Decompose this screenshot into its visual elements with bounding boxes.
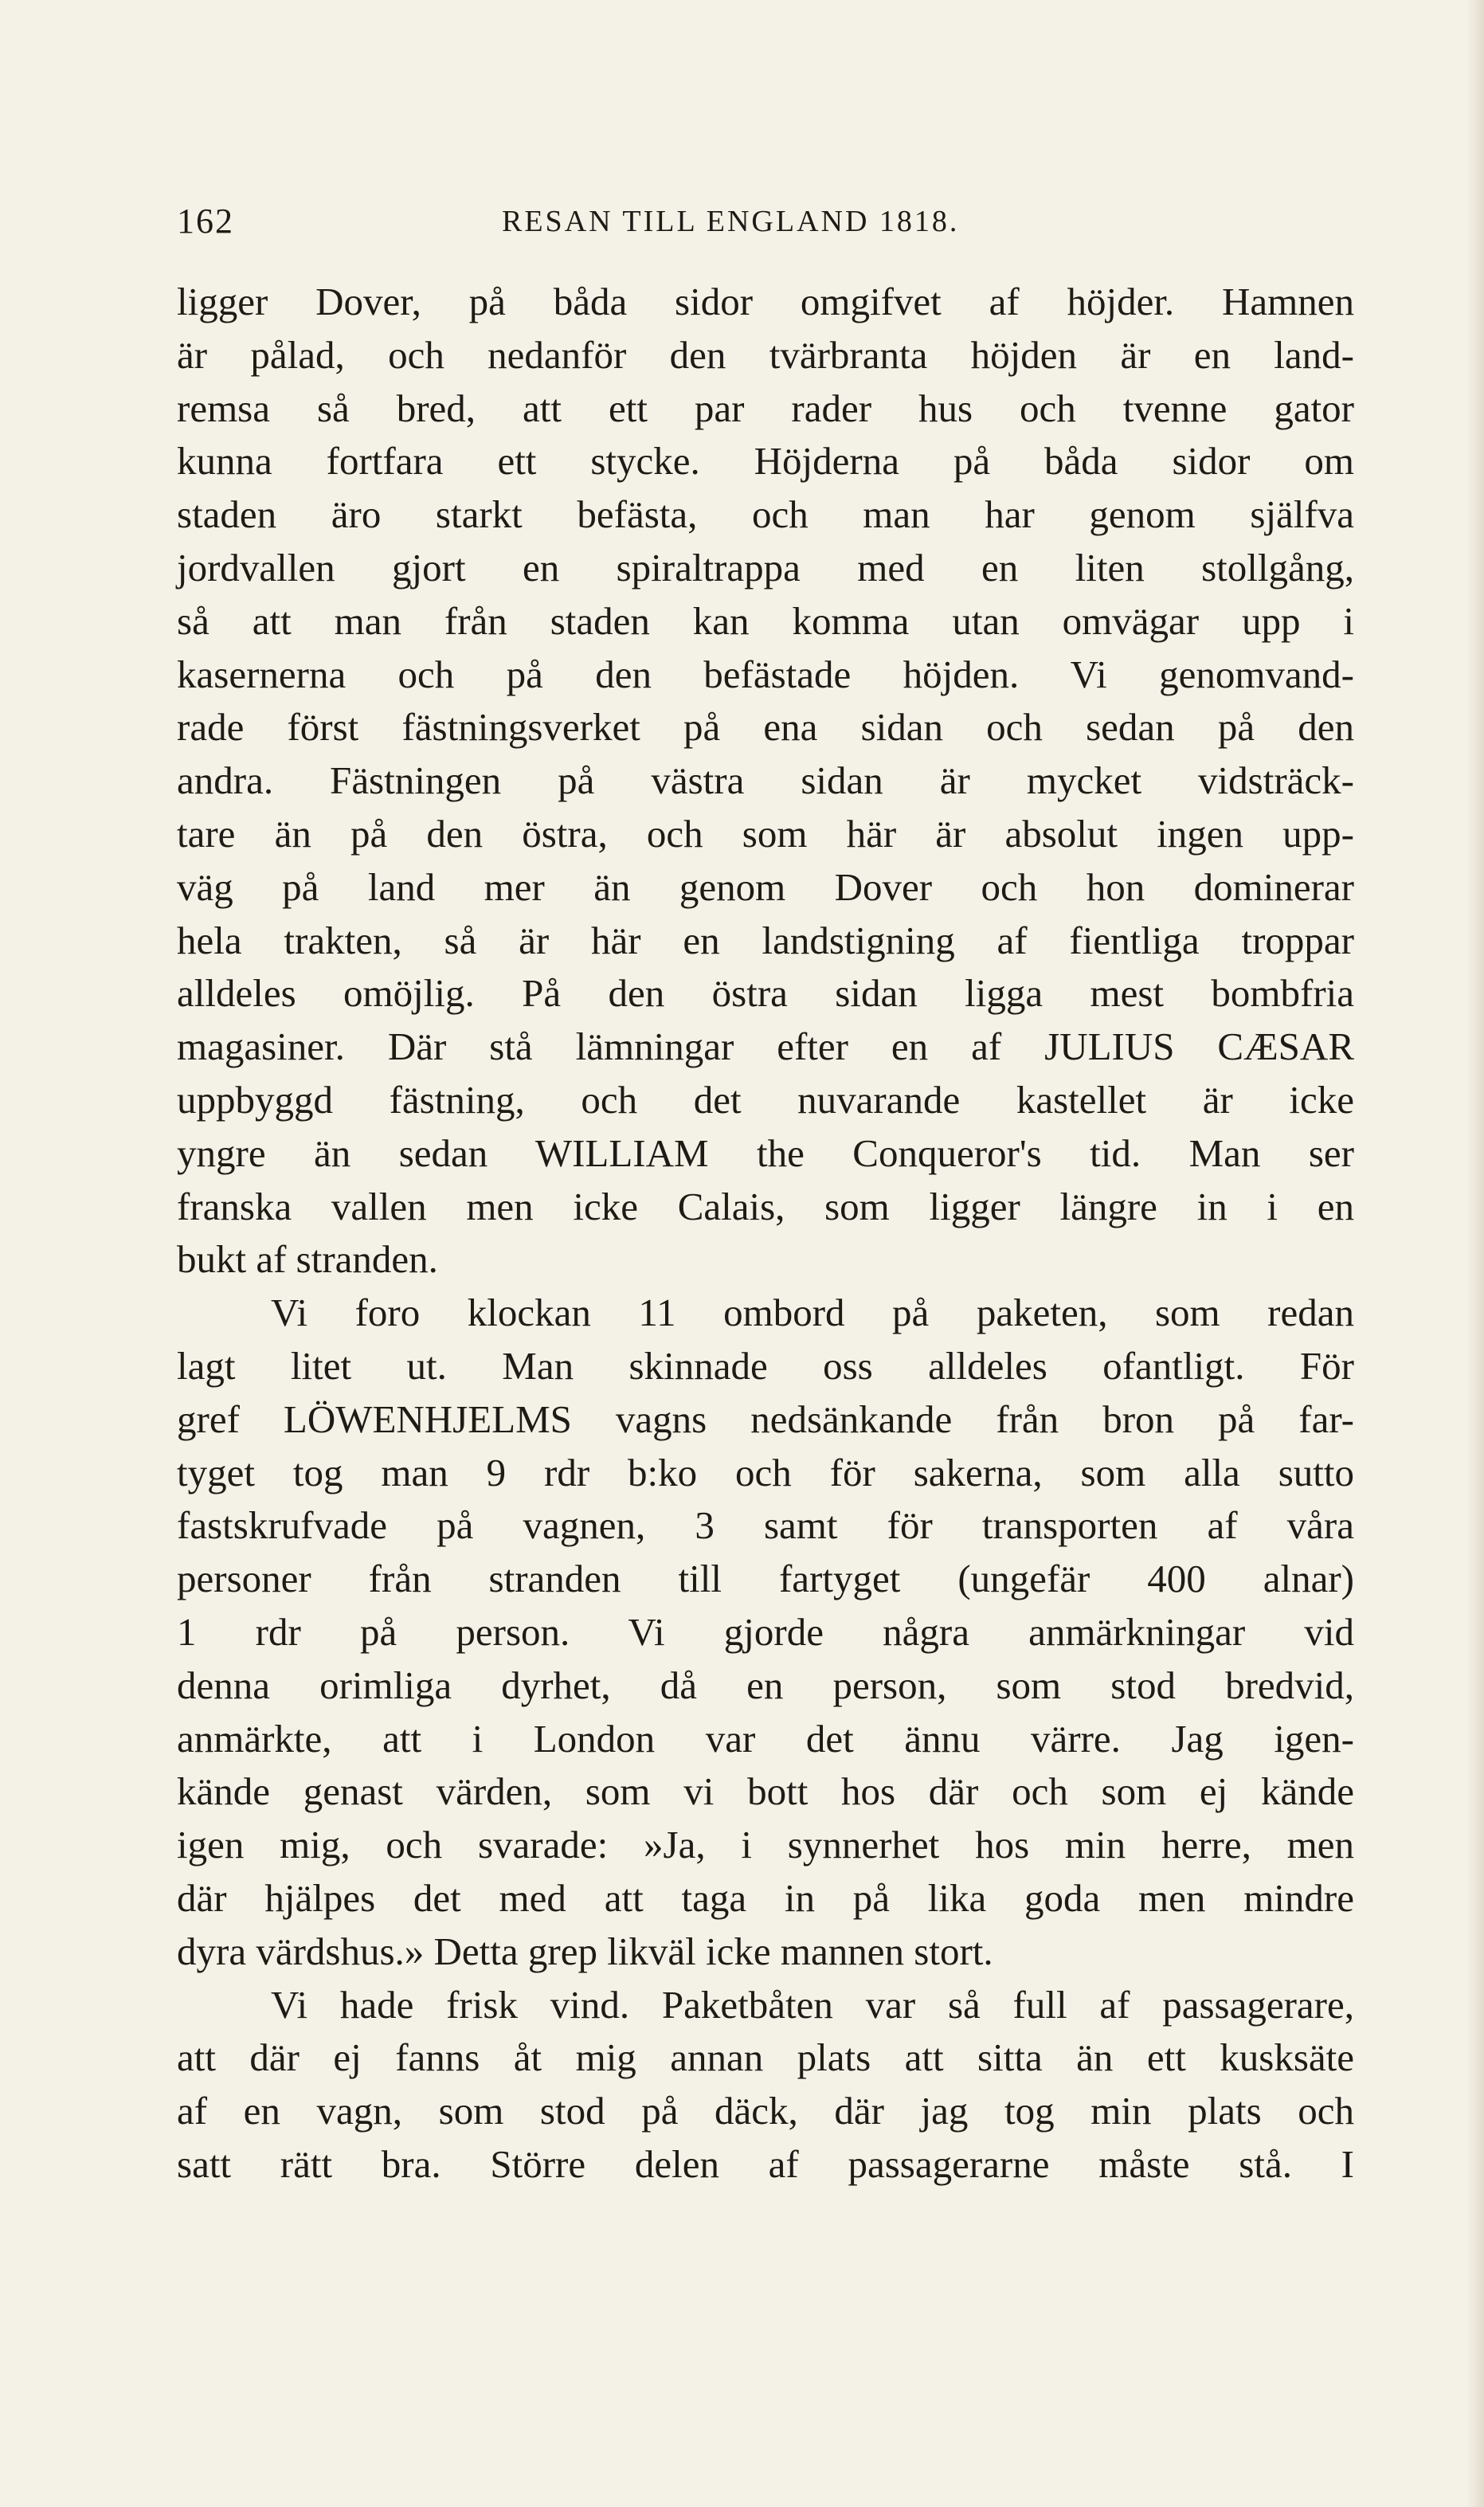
- text-line: rade först fästningsverket på ena sidan och sedan på den: [177, 705, 1354, 750]
- text-line: satt rätt bra. Större delen af passagerarne måste stå. I: [177, 2141, 1354, 2186]
- text-line: 1 rdr på person. Vi gjorde några anmärkningar vid: [177, 1609, 1354, 1654]
- text-line: kasernerna och på den befästade höjden. Vi genomvand-: [177, 652, 1354, 696]
- text-line: af en vagn, som stod på däck, där jag tog min plats och: [177, 2089, 1354, 2133]
- text-line: yngre än sedan WILLIAM the Conqueror's tid. Man ser: [177, 1130, 1354, 1175]
- text-line: kunna fortfara ett stycke. Höjderna på båda sidor om: [177, 439, 1354, 484]
- text-line: jordvallen gjort en spiraltrappa med en liten stollgång,: [177, 545, 1354, 590]
- text-line: magasiner. Där stå lämningar efter en af JULIUS CÆSAR: [177, 1024, 1354, 1069]
- body-text: [177, 276, 1354, 2192]
- text-line: remsa så bred, att ett par rader hus och tvenne gator: [177, 386, 1354, 430]
- text-line: tyget tog man 9 rdr b:ko och för sakerna, som alla sutto: [177, 1450, 1354, 1494]
- text-line: så att man från staden kan komma utan omvägar upp i: [177, 598, 1354, 643]
- text-line: där hjälpes det med att taga in på lika goda men mindre: [177, 1875, 1354, 1920]
- text-line: andra. Fästningen på västra sidan är mycket vidsträck-: [177, 758, 1354, 803]
- text-line: Vi foro klockan 11 ombord på paketen, som redan: [271, 1291, 1354, 1335]
- running-header: [177, 198, 1356, 245]
- text-line: ligger Dover, på båda sidor omgifvet af höjder. Hamnen: [177, 280, 1354, 323]
- text-line: bukt af stranden.: [177, 1237, 438, 1282]
- text-line: att där ej fanns åt mig annan plats att sitta än ett kusksäte: [177, 2035, 1354, 2080]
- text-line: tare än på den östra, och som här är absolut ingen upp-: [177, 811, 1354, 856]
- page-edge-shadow: [1466, 0, 1484, 2507]
- text-line: franska vallen men icke Calais, som ligger längre in i en: [177, 1184, 1354, 1228]
- text-line: är pålad, och nedanför den tvärbranta höjden är en land-: [177, 332, 1354, 377]
- text-line: personer från stranden till fartyget (ungefär 400 alnar): [177, 1557, 1354, 1601]
- text-line: uppbyggd fästning, och det nuvarande kastellet är icke: [177, 1077, 1354, 1122]
- text-line: igen mig, och svarade: »Ja, i synnerhet hos min herre, men: [177, 1823, 1354, 1867]
- text-line: lagt litet ut. Man skinnade oss alldeles ofantligt. För: [177, 1343, 1354, 1388]
- text-line: fastskrufvade på vagnen, 3 samt för transporten af våra: [177, 1503, 1354, 1548]
- text-line: dyra värdshus.» Detta grep likväl icke mannen stort.: [177, 1929, 993, 1973]
- text-line: anmärkte, att i London var det ännu värre. Jag igen-: [177, 1716, 1354, 1761]
- text-line: kände genast värden, som vi bott hos där och som ej kände: [177, 1769, 1354, 1814]
- text-line: Vi hade frisk vind. Paketbåten var så full af passagerare,: [271, 1982, 1354, 2027]
- running-title: RESAN TILL ENGLAND 1818.: [502, 205, 960, 238]
- text-line: väg på land mer än genom Dover och hon dominerar: [177, 864, 1354, 909]
- text-line: denna orimliga dyrhet, då en person, som stod bredvid,: [177, 1663, 1354, 1707]
- text-line: gref LÖWENHJELMS vagns nedsänkande från bron på far-: [177, 1396, 1354, 1441]
- text-line: hela trakten, så är här en landstigning af fientliga troppar: [177, 918, 1354, 962]
- text-line: staden äro starkt befästa, och man har genom själfva: [177, 492, 1354, 537]
- text-line: alldeles omöjlig. På den östra sidan ligga mest bombfria: [177, 971, 1354, 1016]
- page-number: 162: [177, 202, 234, 241]
